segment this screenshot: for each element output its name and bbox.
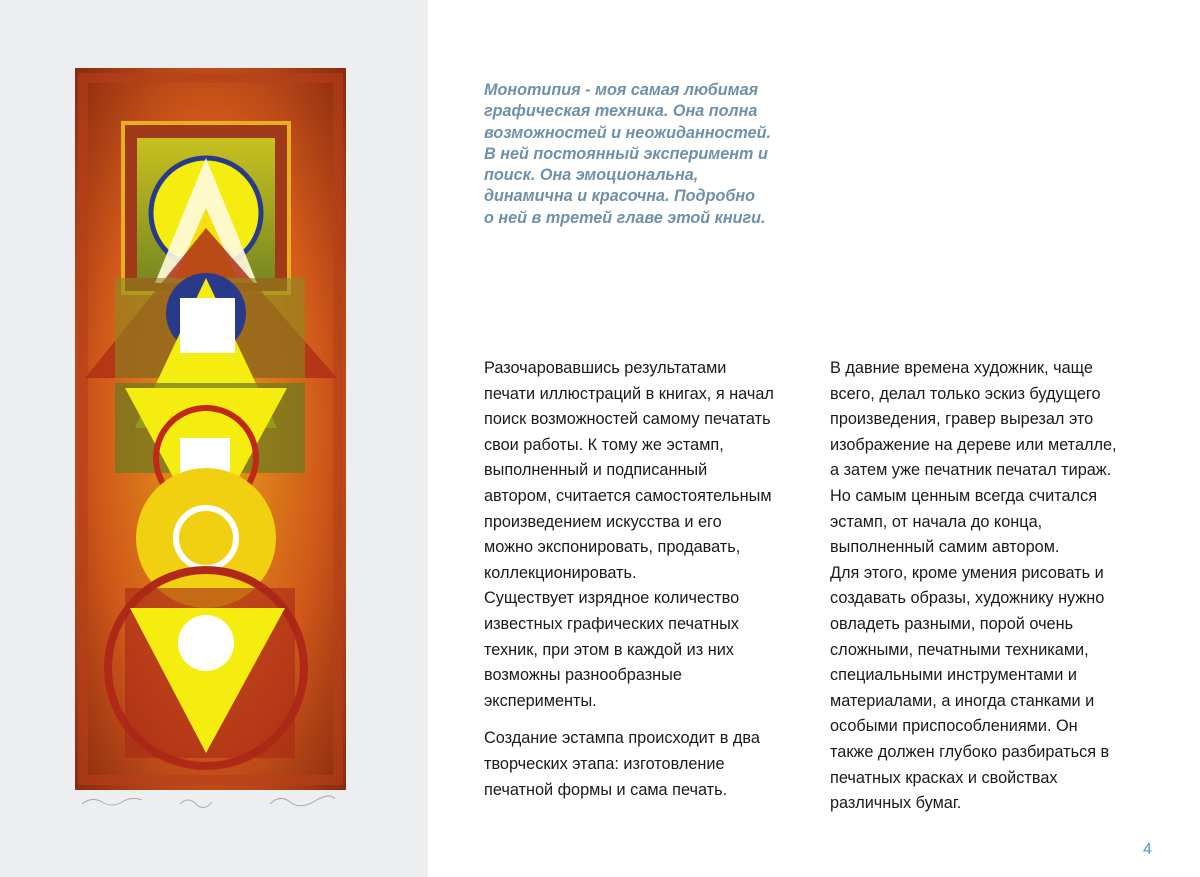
body-column-left bbox=[484, 356, 814, 815]
text-line: также должен глубоко разбираться в bbox=[830, 742, 1110, 761]
text-line: В давние времена художник, чаще bbox=[830, 359, 1093, 377]
paragraph bbox=[830, 356, 1160, 561]
text-line: особыми приспособлениями. Он bbox=[830, 717, 1078, 736]
text-line: произведения, гравер вырезал это bbox=[830, 410, 1094, 429]
text-line: Существует изрядное количество bbox=[484, 589, 740, 608]
text-line: эксперименты. bbox=[484, 691, 597, 710]
text-line: выполненный и подписанный bbox=[484, 461, 708, 480]
text-line: известных графических печатных bbox=[484, 614, 739, 633]
text-line: Создание эстампа происходит в два bbox=[484, 729, 760, 748]
paragraph bbox=[830, 561, 1160, 817]
pencil-signature bbox=[80, 792, 350, 808]
text-line: коллекционировать. bbox=[484, 563, 637, 582]
text-line: возможны разнообразные bbox=[484, 666, 682, 685]
text-line: Но самым ценным всегда считался bbox=[830, 486, 1098, 505]
text-line: материалами, а иногда станками и bbox=[830, 691, 1095, 710]
text-line: Для этого, кроме умения рисовать и bbox=[830, 563, 1104, 582]
text-line: о ней в третей главе этой книги. bbox=[484, 208, 766, 227]
text-line: всего, делал только эскиз будущего bbox=[830, 384, 1101, 403]
text-line: печатной формы и сама печать. bbox=[484, 780, 728, 799]
text-line: можно экспонировать, продавать, bbox=[484, 538, 741, 557]
paragraph bbox=[484, 356, 814, 586]
text-line: эстамп, от начала до конца, bbox=[830, 512, 1043, 531]
text-line: В ней постоянный эксперимент и bbox=[484, 144, 768, 163]
text-line: динамична и красочна. Подробно bbox=[484, 187, 756, 206]
text-line: Разочаровавшись результатами bbox=[484, 359, 727, 377]
text-line: изображение на дереве или металле, bbox=[830, 435, 1117, 454]
text-line: создавать образы, художнику нужно bbox=[830, 589, 1105, 608]
text-line: специальными инструментами и bbox=[830, 666, 1077, 685]
text-line: выполненный самим автором. bbox=[830, 538, 1060, 557]
pull-quote bbox=[484, 80, 814, 229]
page-number: 4 bbox=[1143, 841, 1152, 858]
text-line: сложными, печатными техниками, bbox=[830, 640, 1089, 659]
text-line: техник, при этом в каждой из них bbox=[484, 640, 734, 659]
monotype-print-image bbox=[75, 68, 346, 790]
text-line: произведением искусства и его bbox=[484, 512, 722, 531]
text-line: возможностей и неожиданностей. bbox=[484, 123, 771, 142]
text-line: поиск. Она эмоциональна, bbox=[484, 166, 699, 185]
body-column-right bbox=[830, 356, 1160, 829]
paragraph bbox=[484, 726, 814, 803]
text-line: печати иллюстраций в книгах, я начал bbox=[484, 384, 774, 403]
text-line: а затем уже печатник печатал тираж. bbox=[830, 461, 1112, 480]
text-line: печатных красках и свойствах bbox=[830, 768, 1058, 787]
text-line: свои работы. К тому же эстамп, bbox=[484, 435, 724, 454]
text-line: поиск возможностей самому печатать bbox=[484, 410, 771, 429]
text-line: творческих этапа: изготовление bbox=[484, 754, 725, 773]
text-line: Монотипия - моя самая любимая bbox=[484, 81, 759, 99]
text-line: графическая техника. Она полна bbox=[484, 102, 758, 121]
paragraph bbox=[484, 586, 814, 714]
text-line: овладеть разными, порой очень bbox=[830, 614, 1074, 633]
text-line: автором, считается самостоятельным bbox=[484, 486, 772, 505]
artwork-panel bbox=[0, 0, 428, 877]
text-line: различных бумаг. bbox=[830, 794, 962, 813]
